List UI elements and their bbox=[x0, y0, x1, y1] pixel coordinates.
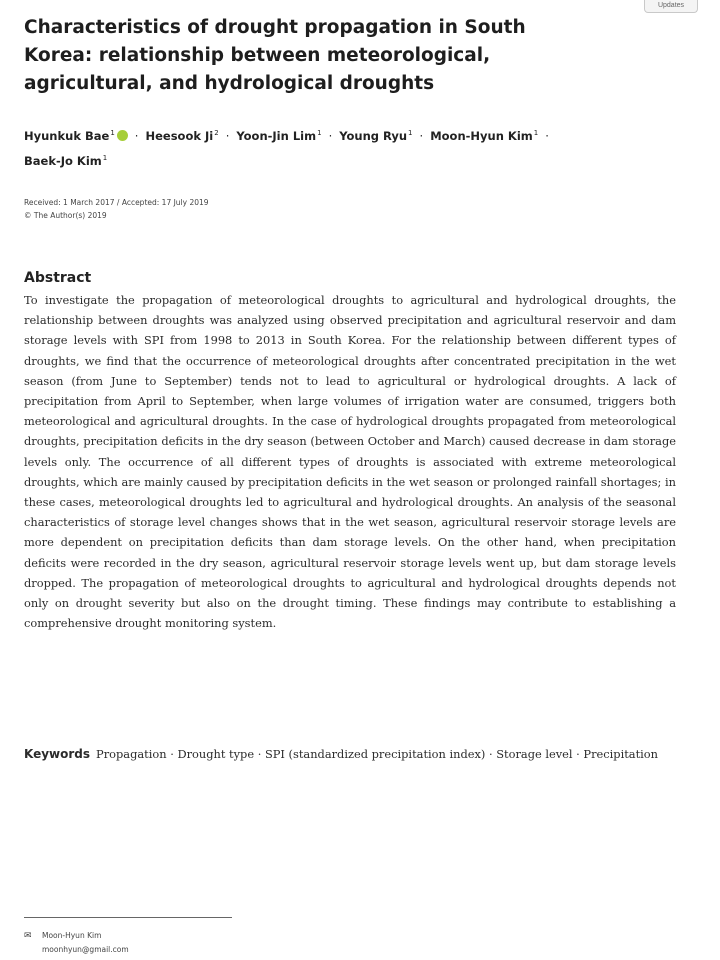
paper-title: Characteristics of drought propagation in South Korea: relationship between meteorological, agricultural, and hydrological droughts bbox=[24, 17, 526, 94]
envelope-icon: ✉ bbox=[24, 931, 32, 941]
author-name[interactable]: Heesook Ji bbox=[145, 129, 214, 143]
author-list bbox=[24, 122, 634, 172]
author-name[interactable]: Moon-Hyun Kim bbox=[430, 129, 533, 143]
keywords-section bbox=[24, 744, 676, 765]
author-separator: · bbox=[419, 129, 424, 143]
corresponding-author-footnote bbox=[24, 929, 324, 957]
check-for-updates-badge[interactable]: Updates bbox=[644, 0, 698, 13]
received-accepted-dates: Received: 1 March 2017 / Accepted: 17 July 2019 bbox=[24, 198, 209, 207]
author-separator: · bbox=[225, 129, 230, 143]
affiliation-mark: 1 bbox=[102, 154, 108, 162]
author-separator: · bbox=[134, 129, 139, 143]
abstract-text: To investigate the propagation of meteorological droughts to agricultural and hydrological droughts, the relationship between droughts was analyzed using observed precipitation and agricultural reservoir and dam storage levels with SPI from 1998 to 2013 in South Korea. For the relationship between different types of droughts, we find that the occurrence of meteorological droughts after concentrated precipitation in the wet season (from June to September) tends not to lead to agricultural or hydrological droughts. A lack of precipitation from April to September, when large volumes of irrigation water are consumed, triggers both meteorological and agricultural droughts. In the case of hydrological droughts propagated from meteorological droughts, precipitation deficits in the dry season (between October and March) caused decrease in dam storage levels only. The occurrence of all different types of droughts is associated with extreme meteorological droughts, which are mainly caused by precipitation deficits in the wet season or prolonged rainfall shortages; in these cases, meteorological droughts led to agricultural and hydrological droughts. An analysis of the seasonal characteristics of storage level changes shows that in the wet season, agricultural reservoir storage levels are more dependent on precipitation deficits than dam storage levels. On the other hand, when precipitation deficits were recorded in the dry season, agricultural reservoir storage levels went up, but dam storage levels dropped. The propagation of meteorological droughts to agricultural and hydrological droughts depends not only on drought severity but also on the drought timing. These findings may contribute to establishing a comprehensive drought monitoring system. bbox=[24, 293, 676, 631]
affiliation-mark: 1 bbox=[317, 129, 322, 137]
publication-dates bbox=[24, 196, 424, 222]
keywords-text: Propagation · Drought type · SPI (standardized precipitation index) · Storage level · Precipitation bbox=[96, 747, 659, 761]
affiliation-mark: 1 bbox=[110, 129, 115, 137]
keywords-label: Keywords bbox=[24, 747, 91, 761]
corresponding-author-email[interactable]: moonhyun@gmail.com bbox=[42, 945, 129, 954]
author-name[interactable]: Yoon-Jin Lim bbox=[236, 129, 317, 143]
affiliation-mark: 1 bbox=[533, 129, 539, 137]
author-name[interactable]: Young Ryu bbox=[339, 129, 408, 143]
copyright-notice: © The Author(s) 2019 bbox=[24, 211, 107, 220]
abstract-heading: Abstract bbox=[24, 270, 92, 286]
author-name[interactable]: Baek-Jo Kim bbox=[24, 154, 102, 168]
footnote-divider bbox=[24, 917, 232, 918]
corresponding-author-name: Moon-Hyun Kim bbox=[42, 931, 102, 940]
affiliation-mark: 1 bbox=[408, 129, 413, 137]
author-separator: · bbox=[545, 129, 549, 143]
author-name[interactable]: Hyunkuk Bae bbox=[24, 129, 110, 143]
author-separator: · bbox=[328, 129, 333, 143]
affiliation-mark: 2 bbox=[214, 129, 219, 137]
orcid-icon[interactable] bbox=[117, 130, 128, 141]
